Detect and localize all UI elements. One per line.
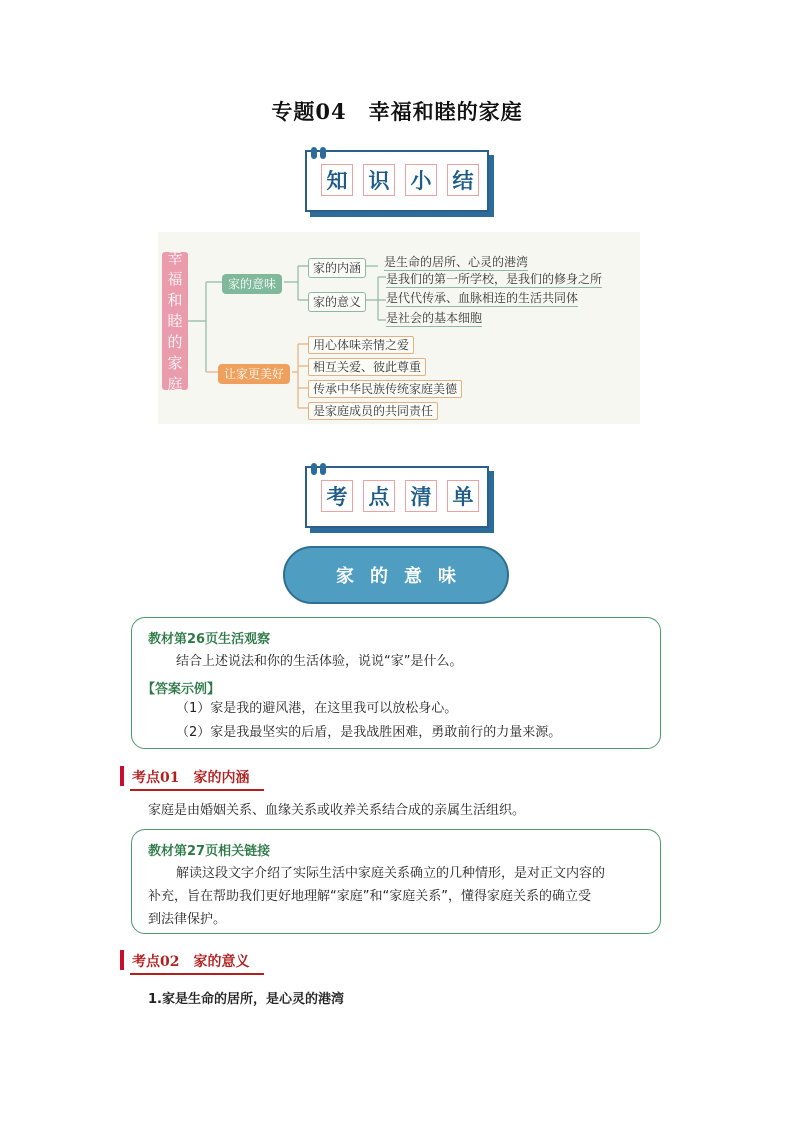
box-text-line: 到法律保护。: [148, 912, 227, 927]
banner-char: 清: [405, 480, 437, 512]
box-text-line: 解读这段文字介绍了实际生活中家庭关系确立的几种情形，是对正文内容的: [176, 866, 606, 881]
box-heading: 教材第26页生活观察: [148, 632, 271, 647]
branch-better-home: 让家更美好: [218, 364, 290, 384]
textbook-observation-box: [131, 617, 661, 749]
leaf: 是代代传承、血脉相连的生活共同体: [386, 291, 579, 305]
sub-significance: 家的意义: [308, 292, 366, 312]
leaf: 是社会的基本细胞: [386, 311, 483, 325]
sub-connotation: 家的内涵: [308, 258, 366, 278]
page-title: 专题04 幸福和睦的家庭: [271, 99, 523, 124]
leaf: 相互关爱、彼此尊重: [308, 358, 426, 376]
knowledge-summary-banner: [305, 150, 489, 212]
mind-map: [158, 232, 640, 424]
branch-meaning: 家的意味: [222, 274, 282, 294]
leaf: 传承中华民族传统家庭美德: [308, 380, 462, 398]
answer-label: 【答案示例】: [142, 682, 221, 697]
question-text: 结合上述说法和你的生活体验，说说“家”是什么。: [176, 654, 463, 669]
banner-char: 小: [405, 164, 437, 196]
box-text-line: 补充，旨在帮助我们更好地理解“家庭”和“家庭关系”，懂得家庭关系的确立受: [148, 889, 591, 904]
key-points-banner: [305, 466, 489, 528]
leaf: 是我们的第一所学校，是我们的修身之所: [386, 272, 603, 286]
binder-rings-icon: [311, 144, 329, 163]
binder-rings-icon: [311, 460, 329, 479]
point-heading: 1.家是生命的居所，是心灵的港湾: [148, 992, 344, 1007]
banner-char: 点: [363, 480, 395, 512]
answer-item: （2）家是我最坚实的后盾，是我战胜困难，勇敢前行的力量来源。: [176, 725, 562, 740]
banner-char: 结: [447, 164, 479, 196]
section-heading: 家的意味: [283, 546, 509, 604]
leaf: 是家庭成员的共同责任: [308, 402, 438, 420]
banner-char: 单: [447, 480, 479, 512]
answer-item: （1）家是我的避风港，在这里我可以放松身心。: [176, 701, 458, 716]
banner-char: 知: [321, 164, 353, 196]
leaf: 用心体味亲情之爱: [308, 336, 414, 354]
textbook-link-box: [131, 829, 661, 934]
leaf: 是生命的居所、心灵的港湾: [384, 255, 529, 269]
box-heading: 教材第27页相关链接: [148, 844, 271, 859]
banner-char: 识: [363, 164, 395, 196]
definition-text: 家庭是由婚姻关系、血缘关系或收养关系结合成的亲属生活组织。: [148, 803, 526, 818]
banner-char: 考: [321, 480, 353, 512]
mind-map-root: 幸 福 和 睦 的 家 庭: [162, 252, 188, 390]
